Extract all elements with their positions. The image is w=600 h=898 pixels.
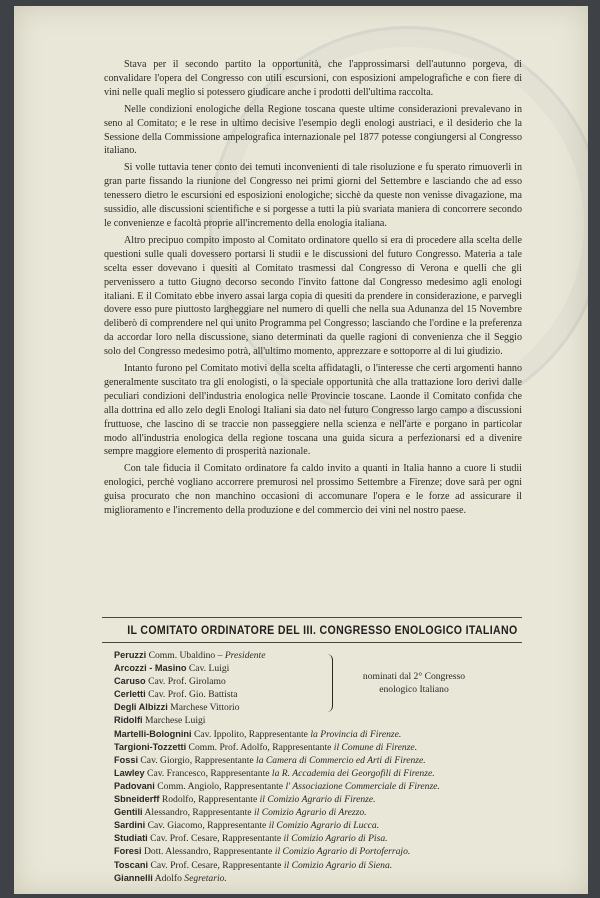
member-role: Presidente (224, 650, 266, 661)
member-surname: Padovani (114, 780, 155, 791)
member-details: Comm. Prof. Adolfo, Rappresentante (188, 741, 332, 753)
nomination-note: nominati dal 2° Congresso enologico Italiano (362, 671, 466, 695)
member-details: Dott. Alessandro, Rappresentante (143, 846, 273, 858)
member-surname: Toscani (114, 859, 149, 870)
member-details: Marchese Luigi (144, 715, 206, 727)
member-role: la R. Accademia dei Georgofili di Firenze. (271, 767, 435, 779)
member-surname: Martelli-Bolognini (114, 728, 192, 739)
member-role: il Comizio Agrario di Lucca. (268, 820, 380, 832)
member-role: il Comizio Agrario di Portoferrajo. (274, 846, 411, 858)
heading-rule-bottom (102, 642, 522, 643)
member-surname: Foresi (114, 846, 142, 857)
member-row (114, 767, 534, 780)
member-surname: Sbneiderff (114, 794, 160, 805)
member-details: Comm. Ubaldino – (148, 650, 223, 661)
member-row (114, 859, 534, 872)
heading-rule-top (102, 617, 522, 618)
paragraph: Nelle condizioni enologiche della Regione toscana queste ultime considerazioni prevalevano in seno al Comitato; e le rese in ultimo decisive l'esempio degli enologi austriaci, e il desiderio che la Sessione della Commissione ampelografica internazionale pel 1877 potesse congiungersi al Congresso italiano. (104, 103, 522, 157)
member-details: Cav. Prof. Gio. Battista (148, 689, 238, 701)
member-row (114, 845, 534, 858)
member-role: il Comizio Agrario di Firenze. (259, 794, 376, 806)
member-row (114, 806, 534, 819)
member-details: Alessandro, Rappresentante (144, 807, 252, 819)
member-row (114, 780, 534, 793)
member-surname: Degli Albizzi (114, 702, 168, 713)
member-surname: Cerletti (114, 689, 146, 700)
member-surname: Caruso (114, 676, 146, 687)
document-page (14, 6, 588, 894)
member-row (114, 793, 534, 806)
member-surname: Peruzzi (114, 650, 147, 660)
member-surname: Studiati (114, 833, 148, 844)
member-row (114, 754, 534, 767)
member-role: il Comizio Agrario di Arezzo. (253, 807, 367, 819)
member-details: Cav. Prof. Girolamo (148, 676, 226, 688)
member-role: Segretario. (184, 872, 227, 884)
paragraph: Con tale fiducia il Comitato ordinatore fa caldo invito a quanti in Italia hanno a cuore li studii enologici, perchè vogliano accorrere premurosi nel prossimo Settembre a Firenze; dove sarà per ogni guisa procurato che non manchino occasioni di accomunare l'opera e le forze ad assicurare il miglioramento e l'incremento della produzione e del commercio dei vini nel nostro paese. (104, 463, 522, 517)
paragraph: Altro precipuo compito imposto al Comitato ordinatore quello si era di procedere alla scelta delle questioni sulle quali dovessero portarsi li studii e le discussioni del futuro Congresso. Materia a tale scelta esser dovevano i quesiti al Comitato trasmessi dal Congresso di Verona e quelli che gli pervenissero a tutto Giugno decorso secondo l'invito fattone dal Congresso medesimo agli enologi italiani. E il Comitato ebbe invero assai larga copia di quesiti da prendere in considerazione, e parvegli dovere esso pure piuttosto largheggiare nel numero di quelli che nella sua Adunanza del 15 Novembre deliberò di comprendere nel qui unito Programma pel Congresso; lasciando che l'ordine e la preferenza da accordar loro nella discussione, siano determinati da quelle ragioni di convenienza che il Seggio solo del Congresso medesimo potrà, all'ultimo momento, apprezzare e sottoporre al di lui giudizio. (104, 234, 522, 358)
member-details: Cav. Francesco, Rappresentante (147, 767, 270, 779)
member-details: Cav. Luigi (188, 663, 230, 675)
member-details: Rodolfo, Rappresentante (161, 794, 258, 806)
member-details: Cav. Giorgio, Rappresentante (140, 754, 254, 766)
member-surname: Targioni-Tozzetti (114, 741, 187, 752)
member-details: Cav. Giacomo, Rappresentante (147, 820, 267, 832)
member-surname: Arcozzi - Masino (114, 663, 187, 674)
member-row (114, 714, 534, 727)
member-role: l' Associazione Commerciale di Firenze. (285, 780, 440, 792)
member-details: Marchese Vittorio (170, 702, 240, 714)
member-row (114, 819, 534, 832)
member-details: Cav. Ippolito, Rappresentante (193, 728, 308, 740)
paragraph: Stava per il secondo partito la opportunità, che l'approssimarsi dell'autunno porgeva, di convalidare l'opera del Congresso con utili escursioni, con esposizioni ampelografiche e con fiere di vini nelle quali meglio si potessero giudicare anche i prodotti dell'ultima raccolta. (104, 59, 522, 98)
member-role: la Camera di Commercio ed Arti di Firenze. (256, 754, 426, 766)
body-text (104, 58, 522, 521)
committee-heading: IL COMITATO ORDINATORE DEL III. CONGRESSO ENOLOGICO ITALIANO (127, 623, 518, 637)
paragraph: Intanto furono pel Comitato motivi della scelta affidatagli, o l'interesse che certi argomenti hanno generalmente suscitato tra gli enologisti, o la speciale opportunità che alla trattazione loro derivi dalle peculiari condizioni dell'industria enologica nelle Provincie toscane. Laonde il Comitato confida che alla dottrina ed allo zelo degli Enologi Italiani sia dato nel futuro Congresso largo campo a discussioni fruttuose, che lascino di se traccie non passeggiere nella scienza e nell'arte e porgano in particolar modo all'industria enologica della regione toscana una guida sicura a perfezionarsi ed a divenire sempre maggiore elemento di prosperità nazionale. (104, 363, 522, 458)
member-row (114, 832, 534, 845)
member-surname: Ridolfi (114, 715, 143, 726)
nomination-brace (324, 654, 333, 712)
member-row (114, 741, 534, 754)
member-details: Comm. Angiolo, Rappresentante (157, 780, 284, 792)
member-role: il Comune di Firenze. (333, 741, 418, 753)
member-details: Cav. Prof. Cesare, Rappresentante (150, 859, 282, 871)
member-details: Cav. Prof. Cesare, Rappresentante (150, 833, 282, 845)
member-details: Adolfo (154, 872, 182, 884)
member-surname: Lawley (114, 767, 145, 778)
member-surname: Gentili (114, 807, 143, 818)
member-role: il Comizio Agrario di Pisa. (283, 833, 388, 845)
member-surname: Sardini (114, 820, 146, 831)
paragraph: Si volle tuttavia tener conto dei temuti inconvenienti di tale risoluzione e fu sperato rimuoverli in gran parte fissando la riunione del Congresso nei primi giorni del Settembre e lasciando che ad esso tenessero dietro le escursioni ed esposizioni enologiche; sicchè da queste non venisse divagazione, ma sussidio, alle discussioni scientifiche e si porgesse a tutti la più svariata maniera di concorrere secondo le convenienze e facoltà proprie all'incremento della enologia italiana. (104, 162, 522, 229)
member-role: la Provincia di Firenze. (310, 728, 402, 740)
member-surname: Fossi (114, 754, 138, 765)
member-row (114, 872, 534, 885)
member-surname: Giannelli (114, 872, 153, 883)
member-row (114, 728, 534, 741)
member-role: il Comizio Agrario di Siena. (283, 859, 393, 871)
